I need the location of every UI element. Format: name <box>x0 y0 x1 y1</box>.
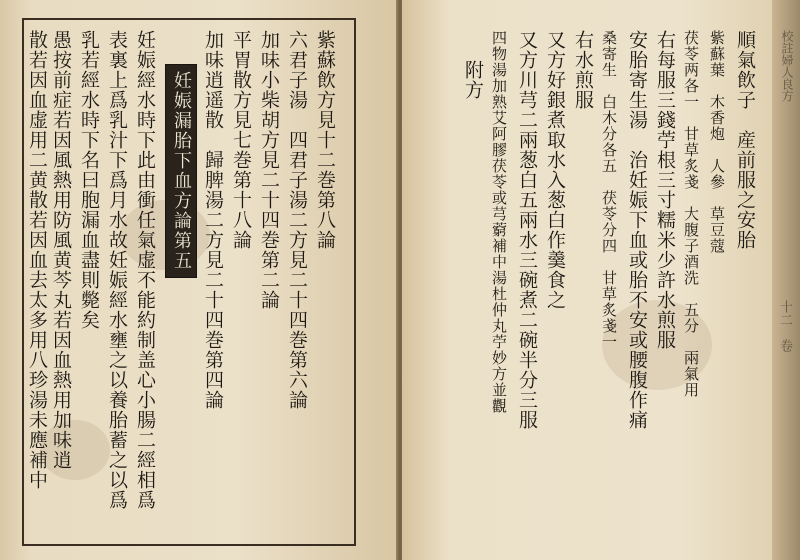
left-page <box>0 0 398 560</box>
right-edge-text: 校註婦人良方 <box>780 30 794 102</box>
text-column: 平胃散方見七巻第十八論 <box>230 30 252 250</box>
text-column: 桑寄生 白木分各五 茯苓分四 甘草炙戔一 <box>600 30 618 350</box>
text-column: 加味逍遥散 歸脾湯二方見二十四巻第四論 <box>202 30 224 410</box>
text-column: 表裏上爲乳汁下爲月水故妊娠經水壅之以養胎蓄之以爲 <box>106 30 128 510</box>
text-column: 散若因血虚用二黄散若因血去太多用八珍湯未應補中 <box>26 30 48 490</box>
text-column: 又方川芎二兩葱白五兩水三碗煮二碗半分三服 <box>516 30 538 430</box>
text-column: 順氣飲子 産前服之安胎 <box>734 30 756 250</box>
right-page-edge <box>772 0 800 560</box>
text-column: 茯苓两各一 甘草炙戔 大腹子酒洗 五分 兩氣用 <box>682 30 700 398</box>
right-page <box>402 0 800 560</box>
section-heading: 妊娠漏胎下血方論第五 <box>165 64 197 278</box>
text-column: 加味小柴胡方見二十四巻第二論 <box>258 30 280 310</box>
text-column: 附方 <box>462 60 484 100</box>
text-column: 乳若經水時下名曰胞漏血盡則斃矣 <box>78 30 100 330</box>
text-column: 紫蘇飲方見十二巻第八論 <box>314 30 336 250</box>
folio-number: 十二 卷 <box>777 300 792 352</box>
text-column: 六君子湯 四君子湯二方見二十四巻第六論 <box>286 30 308 410</box>
text-column: 右每服三錢苧根三寸糯米少許水煎服 <box>654 30 676 350</box>
text-column: 安胎寄生湯 治妊娠下血或胎不安或腰腹作痛 <box>626 30 648 430</box>
text-column: 又方好銀煮取水入葱白作羹食之 <box>544 30 566 310</box>
text-column: 四物湯加熟艾阿膠茯苓或芎藭補中湯杜仲丸苧妙方並觀 <box>490 30 508 414</box>
text-column: 右水煎服 <box>572 30 594 110</box>
text-column: 愚按前症若因風熱用防風黄芩丸若因血熱用加味逍 <box>50 30 72 470</box>
text-column: 妊娠經水時下此由衝任氣虚不能約制盖心小腸二經相爲 <box>134 30 156 510</box>
text-column: 紫蘇葉 木香炮 人參 草豆蔻 <box>708 30 726 254</box>
